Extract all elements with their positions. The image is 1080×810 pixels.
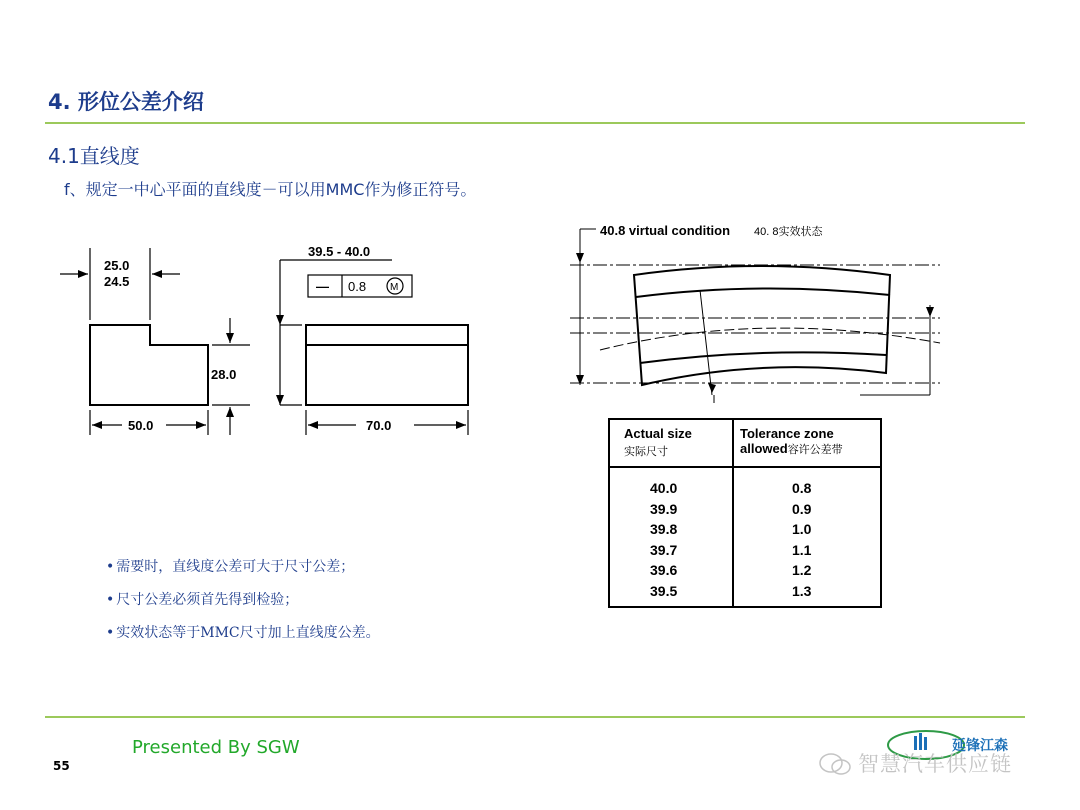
table-row: 39.8 (650, 521, 678, 537)
tolerance-table (608, 418, 882, 608)
fcf-straightness-symbol: — (316, 279, 329, 294)
side-view-outline (306, 325, 468, 405)
dim-top-upper: 25.0 (104, 258, 130, 273)
table-divider (732, 420, 734, 606)
table-header-rule (610, 466, 880, 468)
table-row: 39.9 (650, 500, 678, 517)
actual-size-column (650, 478, 677, 601)
header-actual-size-cn: 实际尺寸 (624, 446, 668, 458)
wechat-icon (818, 752, 852, 776)
company-logo-text: 延锋江森 (952, 738, 1008, 754)
bullet-list (106, 556, 380, 655)
table-row: 39.5 (650, 582, 678, 599)
page-number: 55 (53, 759, 70, 773)
header-tolerance-zone (740, 426, 843, 457)
footer-presenter: Presented By SGW (132, 737, 300, 758)
list-item: • 需要时，直线度公差可大于尺寸公差； (106, 559, 355, 575)
section-description: f、规定一中心平面的直线度－可以用MMC作为修正符号。 (64, 180, 477, 199)
slide-title: 4. 形位公差介绍 (48, 90, 204, 114)
front-view-outline (90, 325, 208, 405)
dim-height: 28.0 (211, 367, 237, 382)
table-row: 39.7 (650, 541, 678, 558)
table-row: 1.1 (792, 541, 812, 558)
header-tolerance-zone-en2: allowed (740, 441, 788, 456)
fcf-tolerance: 0.8 (348, 279, 367, 294)
curved-part-outline (634, 266, 890, 385)
list-item: • 尺寸公差必须首先得到检验； (106, 592, 299, 608)
virtual-condition-cn: 40. 8实效状态 (754, 226, 823, 238)
fcf-modifier: M (390, 282, 399, 293)
dim-width-right: 70.0 (366, 418, 392, 433)
dim-top-lower: 24.5 (104, 274, 130, 289)
dim-width-left: 50.0 (128, 418, 154, 433)
right-drawing (560, 215, 950, 415)
watermark-text: 智慧汽车供应链 (858, 752, 1012, 776)
table-row: 1.0 (792, 521, 812, 537)
left-drawing (50, 240, 480, 440)
table-row: 39.6 (650, 562, 678, 578)
dim-size-range: 39.5 - 40.0 (308, 244, 371, 259)
header-actual-size (624, 426, 692, 459)
footer-divider (45, 716, 1025, 718)
table-row: 0.9 (792, 500, 812, 517)
virtual-condition-label: 40.8 virtual condition (600, 223, 731, 238)
table-row: 0.8 (792, 480, 812, 496)
tolerance-zone-column (792, 478, 811, 601)
header-tolerance-zone-en: Tolerance zone (740, 426, 834, 441)
header-actual-size-en: Actual size (624, 426, 692, 441)
list-item: • 实效状态等于MMC尺寸加上直线度公差。 (106, 625, 380, 641)
header-tolerance-zone-cn: 容许公差带 (787, 444, 843, 456)
table-row: 1.3 (792, 582, 812, 599)
table-row: 1.2 (792, 562, 812, 578)
section-heading: 4.1直线度 (48, 144, 140, 168)
table-row: 40.0 (650, 480, 678, 496)
title-divider (45, 122, 1025, 124)
